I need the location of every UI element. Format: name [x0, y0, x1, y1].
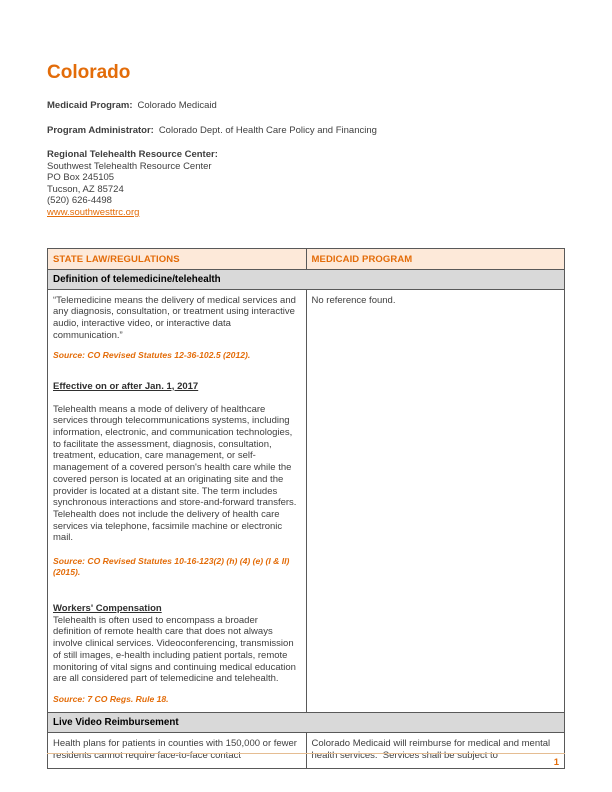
source-citation: Source: 7 CO Regs. Rule 18. [53, 693, 169, 704]
medicaid-live-video-cell: Colorado Medicaid will reimburse for medical and mental health services. Services shall be subject to [306, 733, 565, 768]
source-citation: Source: CO Revised Statutes 10-16-123(2) (h) (4) (e) (I & II) (2015). [53, 556, 292, 577]
column-header-medicaid-program: MEDICAID PROGRAM [306, 248, 565, 269]
column-header-state-law: STATE LAW/REGULATIONS [48, 248, 307, 269]
resource-center-city: Tucson, AZ 85724 [47, 183, 124, 195]
resource-center-label: Regional Telehealth Resource Center: [47, 149, 218, 160]
source-citation: Source: CO Revised Statutes 12-36-102.5 (2012). [53, 350, 251, 361]
state-law-live-video-cell: Health plans for patients in counties with 150,000 or fewer residents cannot require face-to-face contact [48, 733, 307, 768]
resource-center-phone: (520) 626-4498 [47, 195, 112, 207]
program-administrator-value: Colorado Dept. of Health Care Policy and Financing [158, 125, 377, 136]
section-row-live-video [48, 713, 565, 733]
resource-center-block [47, 149, 565, 219]
medicaid-program-label: Medicaid Program: [47, 100, 133, 111]
medicaid-program-value: Colorado Medicaid [137, 100, 217, 111]
section-row-definition [48, 269, 565, 289]
program-administrator-line [47, 125, 565, 137]
workers-compensation-text: Telehealth is often used to encompass a broader definition of remote health care that does not always involve clinical services. Videoconferencing, transmission of still images, e-health including patient portals, remote monitoring of vital signs and continuing medical education are all considered part of telemedicine and telehealth. [53, 614, 299, 685]
table-row [48, 289, 565, 713]
section-title-definition: Definition of telemedicine/telehealth [48, 269, 565, 289]
program-administrator-label: Program Administrator: [47, 125, 154, 136]
telehealth-definition-text: Telehealth means a mode of delivery of healthcare services through telecommunications systems, including information, electronic, and communication technologies, to facilitate the assessment, diagnosis, consultation, treatment, education, care management, or self-management of a covered person's health care while the covered person is located at an originating site and the provider is located at a distant site. The term includes synchronous interactions and store-and-forward transfers. Telehealth does not include the delivery of health care services via telephone, facsimile machine or electronic mail. [53, 403, 299, 544]
telemedicine-definition-text: “Telemedicine means the delivery of medical services and any diagnosis, consultation, or treatment using interactive audio, interactive video, or interactive data communication.” [53, 294, 299, 341]
state-law-definition-cell [48, 289, 307, 713]
resource-center-website-link[interactable]: www.southwesttrc.org [47, 206, 140, 218]
section-title-live-video: Live Video Reimbursement [48, 713, 565, 733]
footer-rule [47, 753, 565, 754]
resource-center-pobox: PO Box 245105 [47, 172, 115, 184]
page-number: 1 [553, 757, 559, 768]
effective-date-heading: Effective on or after Jan. 1, 2017 [53, 380, 199, 392]
page-title: Colorado [47, 62, 131, 83]
resource-center-name: Southwest Telehealth Resource Center [47, 160, 212, 172]
medicaid-definition-cell: No reference found. [306, 289, 565, 713]
table-header-row [48, 248, 565, 269]
page-footer [47, 753, 565, 768]
law-medicaid-table [47, 248, 565, 769]
workers-compensation-heading: Workers' Compensation [53, 603, 162, 615]
medicaid-program-line [47, 100, 565, 112]
